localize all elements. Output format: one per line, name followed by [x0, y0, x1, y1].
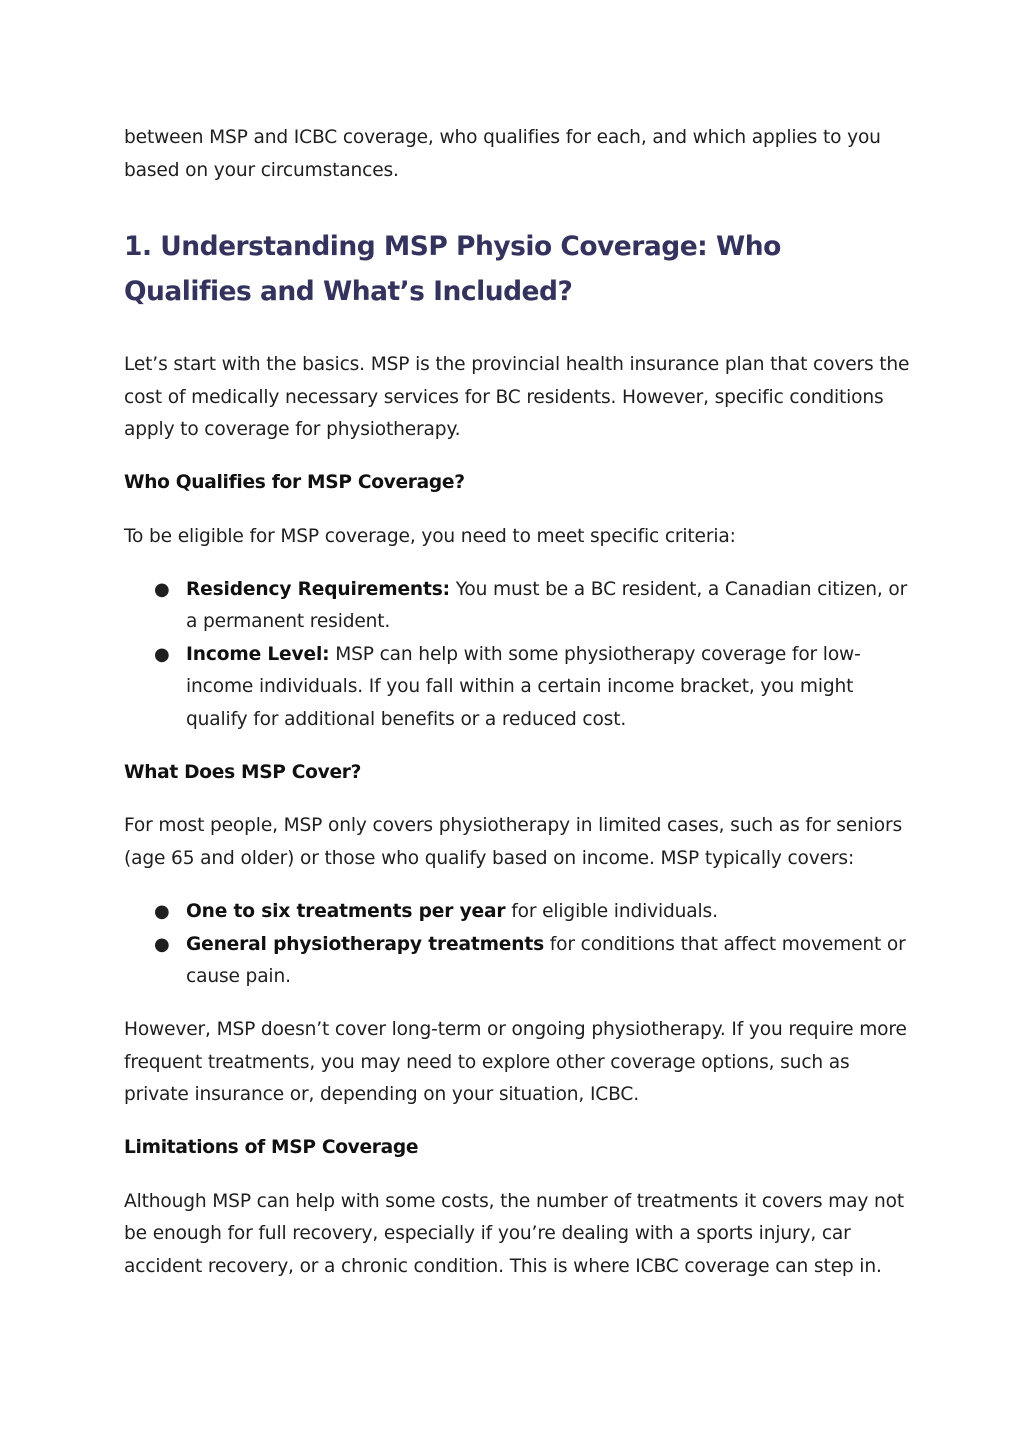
- list-item-bold: General physiotherapy treatments: [186, 933, 545, 955]
- although-paragraph: Although MSP can help with some costs, the number of treatments it covers may not be enough for full recovery, especially if you’re dealing with a sports injury, car accident recovery, or a chronic condition. This is where ICBC coverage can step in.: [124, 1190, 904, 1277]
- eligibility-list: [124, 574, 914, 737]
- eligibility-paragraph: To be eligible for MSP coverage, you need to meet specific criteria:: [124, 525, 736, 547]
- section-heading: 1. Understanding MSP Physio Coverage: Who Qualifies and What’s Included?: [124, 231, 781, 308]
- list-item: [124, 574, 914, 639]
- bullet-icon: ●: [154, 578, 170, 600]
- list-item: [124, 639, 914, 737]
- list-item-text: for conditions that affect movement or cause pain.: [186, 933, 906, 988]
- list-item-bold: One to six treatments per year: [186, 900, 506, 922]
- list-item-bold: Income Level:: [186, 643, 330, 665]
- list-item: [124, 896, 914, 929]
- list-item: [124, 929, 914, 994]
- list-item-text: You must be a BC resident, a Canadian citizen, or a permanent resident.: [186, 578, 908, 633]
- bullet-icon: ●: [154, 900, 170, 922]
- intro-paragraph: between MSP and ICBC coverage, who qualifies for each, and which applies to you based on your circumstances.: [124, 127, 881, 181]
- list-item-bold: Residency Requirements:: [186, 578, 450, 600]
- what-covered-subheading: What Does MSP Cover?: [124, 762, 362, 784]
- list-item-text: MSP can help with some physiotherapy coverage for low-income individuals. If you fall within a certain income bracket, you might qualify for additional benefits or a reduced cost.: [186, 643, 861, 731]
- who-qualifies-subheading: Who Qualifies for MSP Coverage?: [124, 472, 465, 494]
- bullet-icon: ●: [154, 933, 170, 955]
- basics-paragraph: Let’s start with the basics. MSP is the provincial health insurance plan that covers the cost of medically necessary services for BC residents. However, specific conditions apply to coverage for physiotherapy.: [124, 354, 910, 441]
- list-item-text: for eligible individuals.: [505, 900, 718, 922]
- limitations-subheading: Limitations of MSP Coverage: [124, 1137, 419, 1159]
- most-people-paragraph: For most people, MSP only covers physiotherapy in limited cases, such as for seniors (age 65 and older) or those who qualify based on income. MSP typically covers:: [124, 815, 902, 869]
- covers-list: [124, 896, 914, 994]
- however-paragraph: However, MSP doesn’t cover long-term or ongoing physiotherapy. If you require more frequent treatments, you may need to explore other coverage options, such as private insurance or, depending on your situation, ICBC.: [124, 1019, 907, 1106]
- bullet-icon: ●: [154, 643, 170, 665]
- document-page: [124, 122, 914, 1304]
